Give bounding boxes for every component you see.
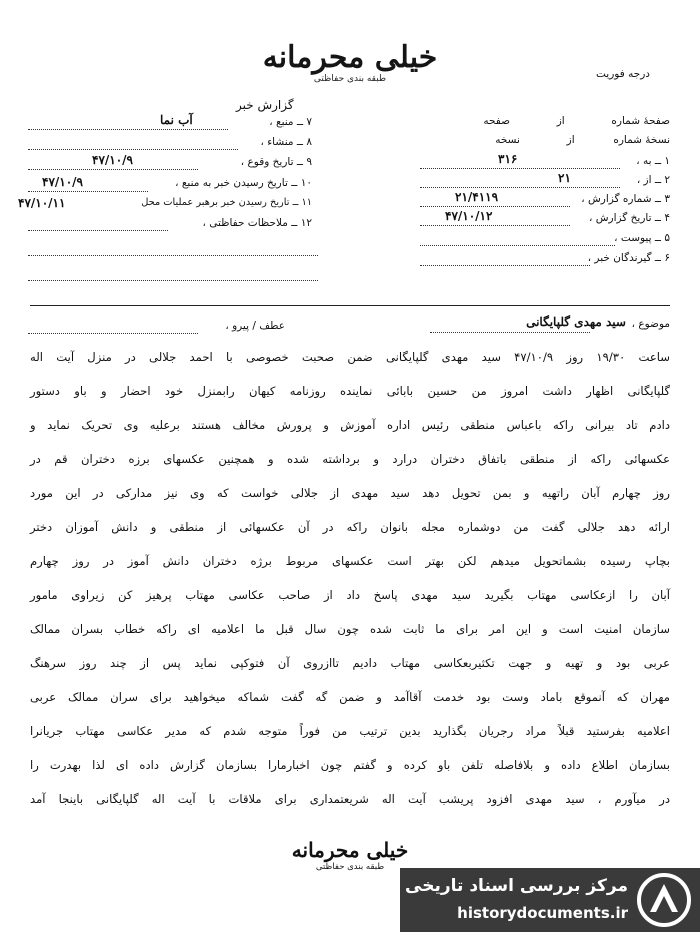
body-line: ساعت ۱۹/۳۰ روز ۴۷/۱۰/۹ سید مهدی گلپایگانی ضمن صحبت خصوصی با احمد جلالی در منزل آیت اله — [30, 350, 671, 364]
body-line: عربی بود و تهیه و جهت تکثیربعکاسی مهتاب دادیم تاازروی آن فتوکپی نماید پس از چند روز سرهنگ — [30, 656, 670, 670]
from-label-2: از — [566, 134, 575, 146]
origin-dots — [28, 137, 238, 150]
to-label: ۱ ــ به ، — [636, 155, 670, 167]
copy-label: نسخه — [495, 134, 520, 146]
subject-label: موضوع ، — [631, 318, 670, 330]
attachment-label: ۵ ــ پیوست ، — [614, 232, 670, 244]
follow-dots — [28, 321, 198, 334]
report-number-dots — [420, 194, 570, 207]
event-date-value: ۴۷/۱۰/۹ — [92, 153, 133, 167]
report-date-label: ۴ ــ تاریخ گزارش ، — [588, 212, 670, 224]
report-date-value: ۴۷/۱۰/۱۲ — [445, 209, 493, 223]
attachment-dots — [420, 233, 615, 246]
archive-title: مرکز بررسی اسناد تاریخی — [405, 876, 628, 896]
body-line: مهران که آنموقع باماد وست بود خدمت آقاآمد و ضمن گه گفت شماکه میخواهید برای سران ممالک عربی — [30, 690, 670, 704]
body-line: اعلامیه بفرستید قبلاً مراد رجریان بگذارید بدین ترتیب من فوراً متوجه شدم که مدیر عکاسی مهتاب جریانرا — [30, 724, 670, 738]
received-source-dots — [28, 179, 148, 192]
body-line: آبان را ازعکاسی مهتاب بگیرید سید مهدی پاسخ داد از صاحب عکاسی مهتاب پرهیز کن زیراوی مامور — [30, 588, 670, 602]
received-source-label: ۱۰ ــ تاریخ رسیدن خبر به منبع ، — [175, 177, 312, 189]
body-line: در میآورم ، سید مهدی افزود پریشب آیت اله شریعتمداری برای ملاقات با آیت اله گلپایگانی باینجا آمد — [30, 792, 670, 806]
body-line: گلپایگانی اظهار داشت امروز من حسین بابائی نماینده روزنامه کیهان رابمنزل خود احضار و باو دستور — [30, 384, 670, 398]
copy-number-label: نسخهٔ شماره — [613, 134, 670, 146]
source-dots — [28, 117, 228, 130]
body-line: ارائه دهد جلالی گفت من دوشماره مجله بانوان راکه در آن عکسهائی از منطقی و دانش آموزان دختر — [30, 520, 670, 534]
report-number-value: ۲۱/۴۱۱۹ — [455, 190, 499, 204]
body-line: بسازمان اطلاع داده و بلافاصله تلفن باو کرده و گفتم چون اخبارمارا بسازمان گزارش داده ای لذا بهدرت را — [30, 758, 670, 772]
received-ops-value: ۴۷/۱۰/۱۱ — [18, 196, 66, 210]
notes-dots-3 — [28, 268, 318, 281]
subject-value: سید مهدی گلپایگانی — [526, 315, 626, 329]
classification-stamp: خیلی محرمانه — [262, 40, 438, 75]
classification-subtitle: طبقه بندی حفاظتی — [313, 74, 387, 84]
meta-right-copy — [420, 134, 670, 146]
recipients-label: ۶ ــ گیرندگان خبر ، — [587, 252, 670, 264]
from-dots — [420, 175, 620, 188]
event-date-label: ۹ ــ تاریخ وقوع ، — [240, 156, 312, 168]
notes-label: ۱۲ ــ ملاحظات حفاظتی ، — [202, 217, 312, 229]
footer-classification-stamp: خیلی محرمانه — [291, 838, 409, 862]
archive-watermark — [400, 868, 700, 932]
to-dots — [420, 156, 620, 169]
subject-dots — [430, 320, 590, 333]
report-title: گزارش خبر — [236, 98, 294, 112]
body-line: سازمان امنیت است و این امر برای ما ثابت شده چون سال قبل ما اعلامیه ای راکه خطاب بسران ممالک — [30, 622, 670, 636]
source-value: آب نما — [160, 113, 193, 127]
from-label: ۲ ــ از ، — [636, 174, 670, 186]
priority-label: درجه فوریت — [596, 68, 650, 80]
to-value: ۳۱۶ — [498, 152, 518, 166]
event-date-dots — [28, 157, 198, 170]
origin-label: ۸ ــ منشاء ، — [260, 136, 312, 148]
recipients-dots — [420, 253, 590, 266]
body-line: عکسهائی راکه از منطقی باتفاق دختران درارد و برداشته شده و همچنین عکسهای برزه دختران قم در — [30, 452, 670, 466]
report-date-dots — [420, 213, 570, 226]
body-line: روز چهارم آبان راتهیه و بمن تحویل دهد سید مهدی از جلالی خواست که وی نیز مدارکی در این مورد — [30, 486, 670, 500]
received-ops-label: ۱۱ ــ تاریخ رسیدن خبر برهبر عملیات محل — [141, 197, 312, 208]
body-line: دادم تاد بیرانی راکه باعباس منطقی رئیس اداره آموزش و پرورش مخالف هستند برعلیه وی تحریک نماید و — [30, 418, 670, 432]
archive-logo-icon — [636, 872, 692, 928]
notes-dots — [28, 218, 168, 231]
meta-right-page — [420, 115, 670, 127]
section-divider — [30, 305, 670, 306]
source-label: ۷ ــ منبع ، — [269, 116, 312, 128]
footer-classification-subtitle: طبقه بندی حفاظتی — [315, 862, 385, 872]
from-label-1: از — [556, 115, 565, 127]
notes-dots-2 — [28, 243, 318, 256]
page-number-label: صفحهٔ شماره — [611, 115, 670, 127]
received-source-value: ۴۷/۱۰/۹ — [42, 175, 83, 189]
archive-url: historydocuments.ir — [457, 904, 628, 922]
page-label: صفحه — [483, 115, 510, 127]
report-number-label: ۳ ــ شماره گزارش ، — [581, 193, 670, 205]
follow-label: عطف / پیرو ، — [225, 320, 285, 332]
body-line: بچاپ رسیده بشماتحویل میدهم لکن بهتر است عکسهای مربوط برژه دختران دانش آموز در روز چهارم — [30, 554, 670, 568]
from-value: ۲۱ — [558, 171, 571, 185]
